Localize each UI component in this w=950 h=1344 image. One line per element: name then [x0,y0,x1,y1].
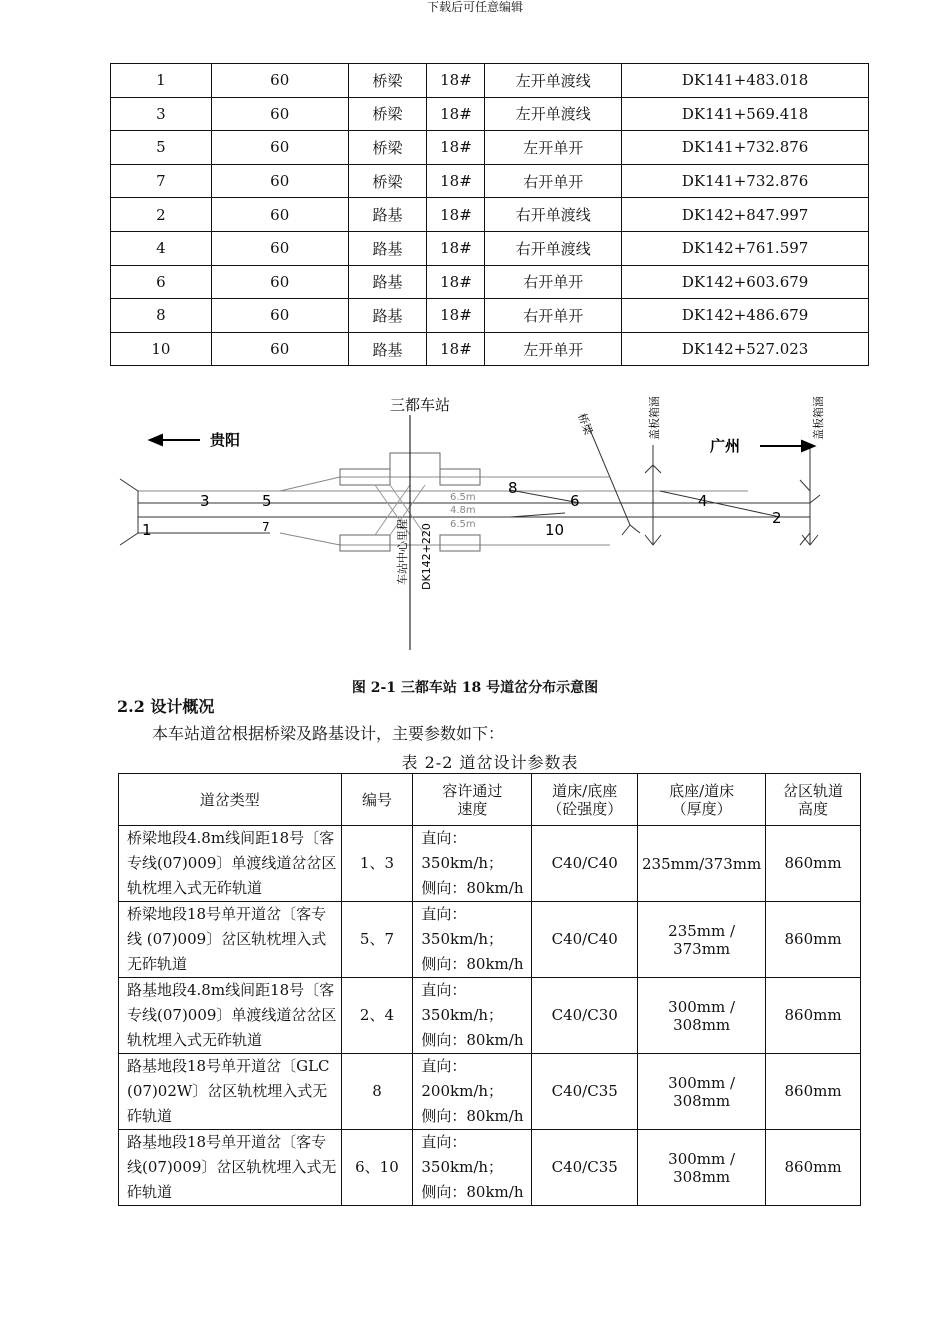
spacing-top: 6.5m [450,492,476,503]
allowed-speed: 直向：350km/h； 侧向：80km/h [413,1130,532,1206]
turnout-number: 2、4 [341,978,413,1054]
turnout-type: 路基地段4.8m线间距18号〔客专线(07)009〕单渡线道岔岔区轨枕埋入式无砟轨道 [119,978,342,1054]
bridge-label: 桥梁 [575,411,595,437]
table-cell: 60 [211,131,348,165]
header-speed: 容许通过 速度 [413,774,532,826]
table-row [111,332,869,366]
table-cell: 18# [427,164,485,198]
track-height: 860mm [766,1130,861,1206]
center-mileage-label: 车站中心里程 [396,519,409,585]
allowed-speed: 直向：350km/h； 侧向：80km/h [413,826,532,902]
table-row [119,978,861,1054]
table-row [111,164,869,198]
table-row [111,64,869,98]
track-height: 860mm [766,978,861,1054]
table-cell: 桥梁 [348,97,427,131]
table-row [111,198,869,232]
table-cell: 桥梁 [348,131,427,165]
table-row [119,1054,861,1130]
turnout-number: 6、10 [341,1130,413,1206]
table-cell: 3 [111,97,212,131]
table-cell: DK142+486.679 [622,299,869,333]
section-title: 2.2 设计概况 [117,697,215,716]
table-row [119,902,861,978]
table-cell: 18# [427,332,485,366]
table-cell: 18# [427,97,485,131]
table-cell: 18# [427,64,485,98]
table-cell: 60 [211,299,348,333]
table-cell: 路基 [348,299,427,333]
table-cell: 路基 [348,265,427,299]
table-cell: 60 [211,265,348,299]
table-cell: 路基 [348,231,427,265]
allowed-speed: 直向：350km/h； 侧向：80km/h [413,902,532,978]
center-mileage-value: DK142+220 [420,523,433,590]
table-cell: 60 [211,231,348,265]
table-cell: DK142+761.597 [622,231,869,265]
turnout-type: 桥梁地段4.8m线间距18号〔客专线(07)009〕单渡线道岔岔区轨枕埋入式无砟轨道 [119,826,342,902]
table-cell: 右开单渡线 [485,198,622,232]
left-city-label: 贵阳 [210,431,241,449]
table-cell: 18# [427,299,485,333]
turnout-layout-diagram [110,385,850,665]
bed-strength: C40/C35 [532,1054,638,1130]
table-row [111,97,869,131]
table-cell: 左开单渡线 [485,97,622,131]
table-cell: 2 [111,198,212,232]
table-row [119,826,861,902]
turnout-number: 1、3 [341,826,413,902]
table-cell: DK141+483.018 [622,64,869,98]
turnout-number: 10 [545,521,565,539]
turnout-number: 7 [262,520,270,534]
track-height: 860mm [766,826,861,902]
table-cell: 左开单渡线 [485,64,622,98]
bed-strength: C40/C30 [532,978,638,1054]
page-header: 下载后可任意编辑 [426,0,523,14]
table-cell: 18# [427,265,485,299]
table-cell: 右开单开 [485,299,622,333]
table-cell: 左开单开 [485,131,622,165]
table-cell: 路基 [348,332,427,366]
table-cell: 18# [427,131,485,165]
bed-thickness: 235mm / 373mm [638,902,766,978]
table-cell: 右开单开 [485,164,622,198]
table-cell: 6 [111,265,212,299]
bed-thickness: 235mm/373mm [638,826,766,902]
table-cell: DK141+732.876 [622,131,869,165]
table-cell: 60 [211,332,348,366]
table-row [111,265,869,299]
table-cell: 桥梁 [348,64,427,98]
table-row [119,1130,861,1206]
table-cell: 60 [211,198,348,232]
table-row [111,299,869,333]
culvert-label-1: 盖板箱涵 [648,396,661,440]
table-caption: 表 2-2 道岔设计参数表 [401,753,579,772]
table-cell: DK142+847.997 [622,198,869,232]
table-cell: DK141+732.876 [622,164,869,198]
bed-strength: C40/C40 [532,826,638,902]
table-cell: 左开单开 [485,332,622,366]
table-cell: DK142+527.023 [622,332,869,366]
table-cell: DK141+569.418 [622,97,869,131]
table-cell: 60 [211,64,348,98]
table-cell: 60 [211,97,348,131]
param-table [118,773,861,1206]
turnout-number: 5 [262,492,272,510]
turnout-type: 路基地段18号单开道岔〔GLC (07)02W〕岔区轨枕埋入式无砟轨道 [119,1054,342,1130]
turnout-number: 8 [341,1054,413,1130]
bed-thickness: 300mm / 308mm [638,978,766,1054]
bed-strength: C40/C35 [532,1130,638,1206]
allowed-speed: 直向：350km/h； 侧向：80km/h [413,978,532,1054]
table-cell: 右开单开 [485,265,622,299]
table-row [111,231,869,265]
table-cell: 桥梁 [348,164,427,198]
header-height: 岔区轨道 高度 [766,774,861,826]
table-cell: 18# [427,231,485,265]
turnout-type: 路基地段18号单开道岔〔客专线(07)009〕岔区轨枕埋入式无砟轨道 [119,1130,342,1206]
table-cell: 5 [111,131,212,165]
table-cell: 右开单渡线 [485,231,622,265]
table-cell: 7 [111,164,212,198]
station-label: 三都车站 [390,396,451,414]
intro-paragraph: 本车站道岔根据桥梁及路基设计，主要参数如下： [152,724,505,743]
spacing-bottom: 6.5m [450,519,476,530]
turnout-number: 2 [772,509,782,527]
table-cell: 1 [111,64,212,98]
table-cell: 10 [111,332,212,366]
header-thickness: 底座/道床 （厚度） [638,774,766,826]
table-cell: 路基 [348,198,427,232]
header-bed: 道床/底座 （砼强度） [532,774,638,826]
turnout-number: 6 [570,492,580,510]
table-cell: 8 [111,299,212,333]
track-height: 860mm [766,1054,861,1130]
bed-thickness: 300mm / 308mm [638,1130,766,1206]
spacing-mid: 4.8m [450,505,476,516]
table-cell: 18# [427,198,485,232]
turnout-type: 桥梁地段18号单开道岔〔客专线 (07)009〕岔区轨枕埋入式无砟轨道 [119,902,342,978]
turnout-table [110,63,869,366]
turnout-number: 3 [200,492,210,510]
bed-strength: C40/C40 [532,902,638,978]
table-cell: DK142+603.679 [622,265,869,299]
turnout-number: 4 [698,492,708,510]
turnout-number: 5、7 [341,902,413,978]
track-height: 860mm [766,902,861,978]
culvert-label-2: 盖板箱涵 [812,396,825,440]
allowed-speed: 直向：200km/h； 侧向：80km/h [413,1054,532,1130]
header-number: 编号 [341,774,413,826]
turnout-number: 8 [508,479,518,497]
table-cell: 4 [111,231,212,265]
table-row [111,131,869,165]
turnout-number: 1 [142,521,152,539]
figure-caption: 图 2-1 三都车站 18 号道岔分布示意图 [351,680,599,696]
table-cell: 60 [211,164,348,198]
right-city-label: 广州 [710,437,741,455]
bed-thickness: 300mm / 308mm [638,1054,766,1130]
header-type: 道岔类型 [119,774,342,826]
